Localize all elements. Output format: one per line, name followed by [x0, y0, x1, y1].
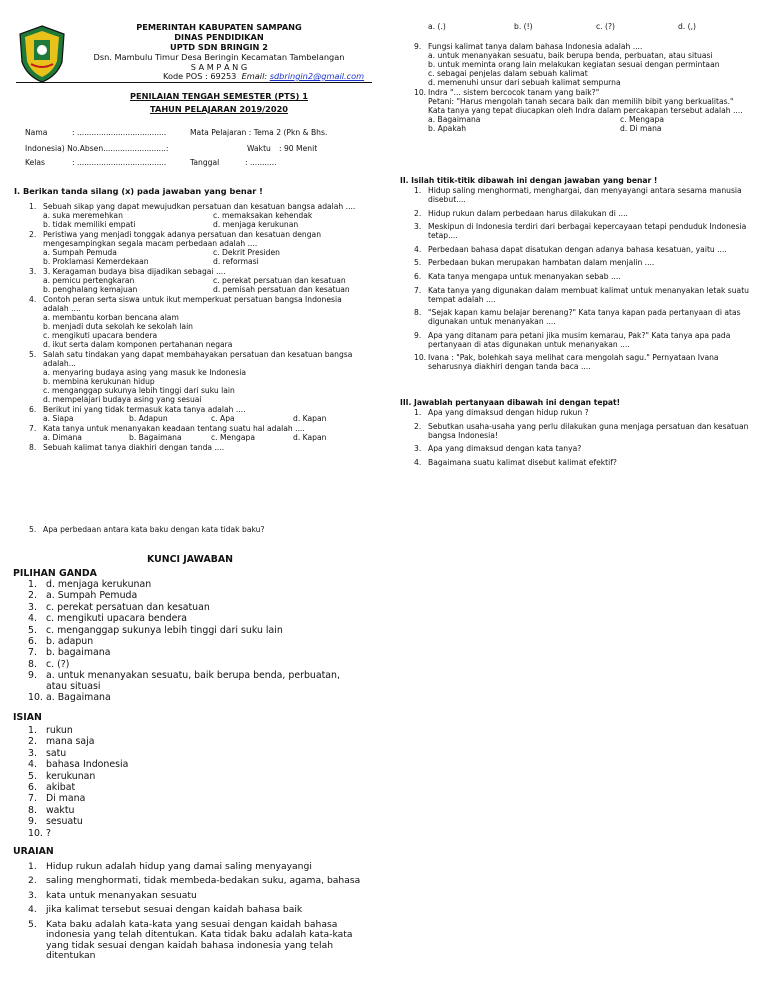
- answer-item: [28, 806, 328, 816]
- item-text: mana saja: [46, 736, 95, 748]
- answer-item: [28, 671, 358, 692]
- item-number: 3.: [414, 444, 422, 454]
- item-text: kata untuk menanyakan sesuatu: [46, 889, 197, 901]
- item-text: waktu: [46, 804, 75, 816]
- answer-item: [28, 648, 358, 658]
- item-text: a. Bagaimana: [46, 692, 111, 704]
- mc-question: 9. Fungsi kalimat tanya dalam bahasa Indonesia adalah .... a. untuk menanyakan sesuatu, baik berupa benda, perbuatan, atau situasi b. untuk meminta orang lain melakukan kegiatan sesuai dengan permintaan c. sebagai penjelas dalam sebuah kalimat d. memenuhi unsur dari sebuah kalimat sempurna: [414, 42, 758, 87]
- option-d[interactable]: d. menjaga kerukunan: [213, 220, 299, 229]
- item-text: Hidup saling menghormati, menghargai, dan menyayangi antara sesama manusia disebut....: [428, 186, 742, 204]
- question-text: Kata tanya untuk menanyakan keadaan tentang suatu hal adalah ....: [43, 424, 305, 433]
- tanggal-label: Tanggal: [190, 158, 220, 167]
- header-address: Dsn. Mambulu Timur Desa Beringin Kecamatan Tambelangan: [93, 52, 345, 62]
- option-a[interactable]: a. pemicu pertengkaran: [43, 276, 135, 285]
- option-d[interactable]: d. memenuhi unsur dari sebuah kalimat sempurna: [428, 78, 621, 87]
- exam-title: PENILAIAN TENGAH SEMESTER (PTS) 1: [130, 91, 308, 101]
- answer-item: [28, 920, 363, 962]
- option-c[interactable]: c. Mengapa: [620, 115, 664, 124]
- item-number: 2.: [28, 736, 37, 748]
- item-number: 1.: [28, 861, 37, 872]
- section-3-title: III. Jawablah pertanyaan dibawah ini dengan tepat!: [400, 398, 621, 407]
- item-text: Bagaimana suatu kalimat disebut kalimat efektif?: [428, 457, 617, 467]
- answer-item: [28, 626, 358, 636]
- question-text: 3. Keragaman budaya bisa dijadikan sebagai ....: [43, 267, 226, 276]
- item-text: Apa yang ditanam para petani jika musim kemarau, Pak?" Kata tanya apa pada pertanyaan di atas digunakan untuk menanyakan ....: [428, 330, 731, 349]
- fill-question: [414, 272, 758, 281]
- item-text: saling menghormati, tidak membeda-bedakan suku, agama, bahasa: [46, 875, 361, 887]
- item-number: 3.: [28, 747, 37, 759]
- item-text: Apa yang dimaksud dengan kata tanya?: [428, 444, 582, 454]
- mc-question: 8. Sebuah kalimat tanya diakhiri dengan tanda ....: [29, 443, 369, 452]
- item-text: Hidup rukun adalah hidup yang damai saling menyayangi: [46, 861, 312, 872]
- item-text: Apa yang dimaksud dengan hidup rukun ?: [428, 408, 589, 417]
- mc-question: 4. Contoh peran serta siswa untuk ikut memperkuat persatuan bangsa Indonesia adalah .... a. membantu korban bencana alam b. menjadi duta sekolah ke sekolah lain c. mengikuti upacara bendera d. ikut serta dalam komponen pertahanan negara: [29, 295, 369, 349]
- option-d[interactable]: d. pemisah persatuan dan kesatuan: [213, 285, 350, 294]
- q8-options: [428, 22, 758, 31]
- item-text: Kata tanya yang digunakan dalam membuat kalimat untuk menanyakan letak suatu tempat adalah ....: [428, 285, 749, 304]
- item-text: d. menjaga kerukunan: [46, 579, 152, 590]
- option-c[interactable]: c. Mengapa: [211, 433, 255, 442]
- section-3-list: [414, 408, 758, 471]
- option-a[interactable]: a. menyaring budaya asing yang masuk ke Indonesia: [43, 368, 246, 377]
- answer-item: [28, 737, 328, 747]
- question-text: Sebuah kalimat tanya diakhiri dengan tanda ....: [43, 443, 225, 452]
- item-number: 9.: [28, 670, 37, 682]
- answer-item: [28, 817, 328, 827]
- item-number: 7.: [28, 793, 37, 805]
- answer-item: [28, 891, 363, 902]
- option-c[interactable]: c. perekat persatuan dan kesatuan: [213, 276, 346, 285]
- item-number: 1.: [28, 579, 37, 590]
- mc-question: 5. Salah satu tindakan yang dapat membahayakan persatuan dan kesatuan bangsa adalah... a. menyaring budaya asing yang masuk ke Indonesia b. membina kerukunan hidup c. menganggap sukunya lebih tinggi dari suku lain d. mempelajari budaya asing yang sesuai: [29, 350, 369, 404]
- item-text: c. menganggap sukunya lebih tinggi dari suku lain: [46, 624, 283, 636]
- question-text: Peristiwa yang menjadi tonggak adanya persatuan dan kesatuan dengan mengesampingkan segala macam perbedaan adalah ....: [43, 230, 322, 248]
- item-number: 9.: [414, 330, 422, 340]
- question-text: Berikut ini yang tidak termasuk kata tanya adalah ....: [43, 405, 246, 414]
- mc-question: 6. Berikut ini yang tidak termasuk kata tanya adalah .... a. Siapa b. Adapun c. Apa d. Kapan: [29, 405, 369, 423]
- item-number: 5.: [28, 770, 37, 782]
- answer-item: [28, 614, 358, 624]
- right-questions: [414, 42, 758, 134]
- item-text: kerukunan: [46, 770, 96, 782]
- fill-question: [414, 186, 758, 204]
- item-number: 6.: [414, 271, 422, 281]
- item-text: b. bagaimana: [46, 647, 111, 659]
- item-text: Meskipun di Indonesia terdiri dari berbagai kepercayaan tetapi penduduk Indonesia tetap....: [428, 222, 747, 241]
- item-text: akibat: [46, 782, 76, 794]
- nama-label: Nama: [25, 128, 48, 137]
- item-text: bahasa Indonesia: [46, 759, 129, 771]
- answer-item: [28, 794, 328, 804]
- answer-item: [28, 726, 328, 736]
- fill-question: [414, 331, 758, 349]
- item-text: Ivana : "Pak, bolehkah saya melihat cara mengolah sagu." Pernyataan Ivana seharusnya diakhiri dengan tanda baca ....: [428, 353, 719, 372]
- option-c[interactable]: c. Dekrit Presiden: [213, 248, 280, 257]
- item-text: a. Sumpah Pemuda: [46, 590, 138, 602]
- mc-question: 3. 3. Keragaman budaya bisa dijadikan sebagai .... a. pemicu pertengkaran c. perekat persatuan dan kesatuan b. penghalang kemajuan d. pemisah persatuan dan kesatuan: [29, 267, 369, 294]
- fill-question: [414, 245, 758, 254]
- answer-item: [28, 829, 328, 839]
- option-b[interactable]: b. menjadi duta sekolah ke sekolah lain: [43, 322, 193, 331]
- essay-question: [414, 408, 758, 417]
- fill-question: [414, 308, 758, 326]
- waktu-label: Waktu: [247, 144, 271, 153]
- item-text: Hidup rukun dalam perbedaan harus dilakukan di ....: [428, 208, 628, 218]
- isian-title: ISIAN: [13, 712, 42, 723]
- item-number: 10.: [414, 353, 427, 363]
- option-b[interactable]: b. Bagaimana: [129, 433, 182, 442]
- option-b[interactable]: b. Apakah: [428, 124, 467, 133]
- essay-question: [414, 458, 758, 467]
- item-number: 4.: [414, 244, 422, 254]
- header-line-3: UPTD SDN BRINGIN 2: [170, 42, 268, 52]
- item-text: Di mana: [46, 793, 86, 805]
- kode-pos: Kode POS : 69253: [163, 71, 237, 81]
- uraian-answers: [28, 862, 363, 966]
- answer-item: [28, 905, 363, 916]
- fill-question: [414, 222, 758, 240]
- option-d[interactable]: d. Di mana: [620, 124, 662, 133]
- pg-answers: [28, 580, 358, 704]
- item-number: 3.: [414, 222, 422, 232]
- header-city: S A M P A N G: [190, 62, 248, 72]
- option-c[interactable]: c. (?): [596, 22, 615, 31]
- mapel-text: Mata Pelajaran : Tema 2 (Pkn & Bhs.: [190, 128, 328, 137]
- question-text: Indra "... sistem bercocok tanam yang baik?": [428, 88, 600, 97]
- option-b[interactable]: b. penghalang kemajuan: [43, 285, 138, 294]
- item-number: 2.: [28, 590, 37, 602]
- item-number: 5.: [414, 258, 422, 268]
- option-d[interactable]: d. reformasi: [213, 257, 259, 266]
- pg-title: PILIHAN GANDA: [13, 568, 97, 579]
- option-a[interactable]: a. Siapa: [43, 414, 74, 423]
- question-ask: Kata tanya yang tepat diucapkan oleh Indra dalam percakapan tersebut adalah ....: [428, 106, 743, 115]
- option-b[interactable]: b. Proklamasi Kemerdekaan: [43, 257, 149, 266]
- option-c[interactable]: c. mengikuti upacara bendera: [43, 331, 158, 340]
- question-text: Contoh peran serta siswa untuk ikut memperkuat persatuan bangsa Indonesia adalah ....: [43, 295, 342, 313]
- fill-question: [414, 258, 758, 267]
- item-number: 3.: [28, 601, 37, 613]
- kelas-field[interactable]: : .....................................: [72, 158, 167, 167]
- item-text: a. untuk menanyakan sesuatu, baik berupa benda, perbuatan, atau situasi: [46, 670, 340, 692]
- item-text: Kata tanya mengapa untuk menanyakan sebab ....: [428, 271, 621, 281]
- mc-question: 10. Indra "... sistem bercocok tanam yang baik?" Petani: "Harus mengolah tanah secara baik dan memilih bibit yang berkualitas." Kata tanya yang tepat diucapkan oleh Indra dalam percakapan tersebut adalah .... a. Bagaimana c. Mengapa b. Apakah d. Di mana: [414, 88, 758, 133]
- item-number: 10.: [28, 692, 43, 704]
- fill-question: [414, 286, 758, 304]
- option-c[interactable]: c. menganggap sukunya lebih tinggi dari suku lain: [43, 386, 235, 395]
- option-c[interactable]: c. Apa: [211, 414, 235, 423]
- answer-item: [28, 580, 358, 590]
- answer-item: [28, 591, 358, 601]
- option-d[interactable]: d. Kapan: [293, 414, 327, 423]
- nama-field[interactable]: : .....................................: [72, 128, 167, 137]
- item-text: satu: [46, 747, 67, 759]
- answer-item: [28, 876, 363, 887]
- option-c[interactable]: c. memaksakan kehendak: [213, 211, 313, 220]
- question-text: Sebuah sikap yang dapat mewujudkan persatuan dan kesatuan bangsa adalah ....: [43, 202, 356, 211]
- uraian-title: URAIAN: [13, 846, 54, 857]
- item-number: 5.: [28, 624, 37, 636]
- option-a[interactable]: a. untuk menanyakan sesuatu, baik berupa benda, perbuatan, atau situasi: [428, 51, 713, 60]
- section-1-questions: [29, 202, 369, 453]
- question-text: Fungsi kalimat tanya dalam bahasa Indonesia adalah ....: [428, 42, 643, 51]
- question-text: Apa perbedaan antara kata baku dengan kata tidak baku?: [43, 525, 265, 534]
- answer-item: [28, 693, 358, 703]
- item-text: c. mengikuti upacara bendera: [46, 613, 187, 625]
- answer-item: [28, 772, 328, 782]
- item-number: 6.: [28, 782, 37, 794]
- fill-question: [414, 353, 758, 371]
- option-d[interactable]: d. mempelajari budaya asing yang sesuai: [43, 395, 202, 404]
- section-2-list: [414, 186, 758, 376]
- option-d[interactable]: d. ikut serta dalam komponen pertahanan negara: [43, 340, 233, 349]
- question-dialog: Petani: "Harus mengolah tanah secara baik dan memilih bibit yang berkualitas.": [428, 97, 734, 106]
- kelas-label: Kelas: [25, 158, 45, 167]
- item-text: Sebutkan usaha-usaha yang perlu dilakukan guna menjaga persatuan dan kesatuan bangsa Indonesia!: [428, 421, 749, 440]
- item-text: b. adapun: [46, 636, 94, 648]
- answer-item: [28, 760, 328, 770]
- header-line-2: DINAS PENDIDIKAN: [174, 32, 264, 42]
- isian-answers: [28, 726, 328, 840]
- item-text: c. perekat persatuan dan kesatuan: [46, 601, 210, 613]
- fill-question: [414, 209, 758, 218]
- mc-question: 7. Kata tanya untuk menanyakan keadaan tentang suatu hal adalah .... a. Dimana b. Bagaimana c. Mengapa d. Kapan: [29, 424, 369, 442]
- item-number: 2.: [414, 421, 422, 431]
- email-link[interactable]: sdbringin2@gmail.com: [269, 71, 365, 81]
- option-a[interactable]: a. membantu korban bencana alam: [43, 313, 179, 322]
- option-b[interactable]: b. (!): [514, 22, 533, 31]
- option-c[interactable]: c. sebagai penjelas dalam sebuah kalimat: [428, 69, 588, 78]
- item-text: "Sejak kapan kamu belajar berenang?" Kata tanya kapan pada pertanyaan di atas digunakan untuk menanyakan ....: [428, 308, 741, 327]
- option-a[interactable]: a. (.): [428, 22, 446, 31]
- option-a[interactable]: a. Bagaimana: [428, 115, 481, 124]
- item-number: 6.: [28, 636, 37, 648]
- item-number: 10.: [28, 827, 43, 839]
- item-number: 3.: [28, 889, 37, 901]
- item-number: 2.: [28, 875, 37, 887]
- question-text: Salah satu tindakan yang dapat membahayakan persatuan dan kesatuan bangsa adalah...: [43, 350, 353, 368]
- essay-question: [414, 422, 758, 440]
- item-number: 8.: [28, 658, 37, 670]
- item-number: 1.: [414, 186, 422, 195]
- answer-item: [28, 862, 363, 873]
- header-divider: [16, 82, 372, 83]
- absen-field[interactable]: Indonesia) No.Absen..........................:: [25, 144, 169, 153]
- answer-item: [28, 660, 358, 670]
- option-a[interactable]: a. Sumpah Pemuda: [43, 248, 117, 257]
- item-text: c. (?): [46, 658, 70, 670]
- item-number: 4.: [28, 613, 37, 625]
- exam-year: TAHUN PELAJARAN 2019/2020: [150, 104, 288, 114]
- item-number: 7.: [28, 647, 37, 659]
- option-d[interactable]: d. Kapan: [293, 433, 327, 442]
- item-number: 8.: [28, 804, 37, 816]
- essay-question: 5. Apa perbedaan antara kata baku dengan kata tidak baku?: [29, 525, 265, 534]
- answer-item: [28, 603, 358, 613]
- section-2-title: II. Isilah titik-titik dibawah ini dengan jawaban yang benar !: [400, 176, 658, 185]
- option-a[interactable]: a. suka meremehkan: [43, 211, 123, 220]
- item-number: 2.: [414, 208, 422, 218]
- item-text: Perbedaan bahasa dapat disatukan dengan adanya bahasa kesatuan, yaitu ....: [428, 244, 727, 254]
- item-number: 8.: [414, 308, 422, 318]
- option-b[interactable]: b. membina kerukunan hidup: [43, 377, 155, 386]
- option-b[interactable]: b. untuk meminta orang lain melakukan kegiatan sesuai dengan permintaan: [428, 60, 720, 69]
- answer-item: [28, 783, 328, 793]
- item-number: 4.: [28, 904, 37, 916]
- item-text: jika kalimat tersebut sesuai dengan kaidah bahasa baik: [46, 904, 303, 916]
- answer-item: [28, 749, 328, 759]
- item-number: 1.: [28, 725, 37, 736]
- item-number: 7.: [414, 285, 422, 295]
- item-text: ?: [46, 827, 51, 839]
- item-number: 5.: [28, 918, 37, 930]
- item-text: Kata baku adalah kata-kata yang sesuai dengan kaidah bahasa indonesia yang telah ditentukan. Kata tidak baku adalah kata-kata yang tidak sesuai dengan kaidah bahasa indonesia yang telah ditentukan: [46, 918, 353, 962]
- mc-question: 1. Sebuah sikap yang dapat mewujudkan persatuan dan kesatuan bangsa adalah .... a. suka meremehkan c. memaksakan kehendak b. tidak memiliki empati d. menjaga kerukunan: [29, 202, 369, 229]
- item-text: rukun: [46, 725, 73, 736]
- option-d[interactable]: d. (,): [678, 22, 696, 31]
- answer-item: [28, 637, 358, 647]
- option-a[interactable]: a. Dimana: [43, 433, 82, 442]
- item-text: Perbedaan bukan merupakan hambatan dalam menjalin ....: [428, 258, 655, 268]
- tanggal-field[interactable]: : ...........: [245, 158, 277, 167]
- waktu-value: : 90 Menit: [279, 144, 318, 153]
- mc-question: 2. Peristiwa yang menjadi tonggak adanya persatuan dan kesatuan dengan mengesampingkan segala macam perbedaan adalah .... a. Sumpah Pemuda c. Dekrit Presiden b. Proklamasi Kemerdekaan d. reformasi: [29, 230, 369, 266]
- section-1-title: I. Berikan tanda silang (x) pada jawaban yang benar !: [14, 186, 263, 196]
- item-number: 1.: [414, 408, 422, 417]
- header-line-1: PEMERINTAH KABUPATEN SAMPANG: [136, 22, 302, 32]
- item-number: 9.: [28, 816, 37, 828]
- option-b[interactable]: b. tidak memiliki empati: [43, 220, 136, 229]
- email-label: Email:: [241, 71, 268, 81]
- item-number: 4.: [28, 759, 37, 771]
- school-logo: [17, 24, 67, 84]
- answer-key-title: KUNCI JAWABAN: [147, 554, 233, 565]
- item-number: 4.: [414, 457, 422, 467]
- item-text: sesuatu: [46, 816, 83, 828]
- essay-question: [414, 444, 758, 453]
- option-b[interactable]: b. Adapun: [129, 414, 168, 423]
